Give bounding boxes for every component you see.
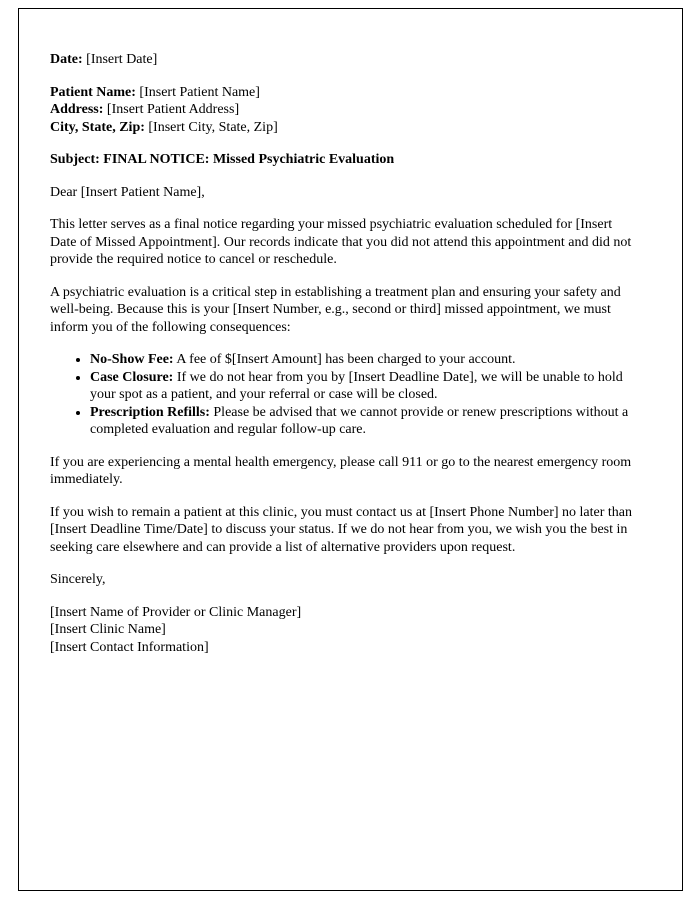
signature-contact: [Insert Contact Information] <box>50 639 209 655</box>
salutation: Dear [Insert Patient Name], <box>50 184 205 200</box>
letter-page <box>18 8 683 891</box>
signature-clinic: [Insert Clinic Name] <box>50 622 166 637</box>
date-line <box>50 51 634 69</box>
bullet-text: A fee of $[Insert Amount] has been charged to your account. <box>176 352 516 367</box>
list-item <box>90 369 634 404</box>
signature-provider: [Insert Name of Provider or Clinic Manager] <box>50 604 302 620</box>
city-state-zip-label: City, State, Zip: <box>50 119 145 135</box>
list-item <box>90 404 634 439</box>
date-value: [Insert Date] <box>86 52 158 67</box>
paragraph-notice: This letter serves as a final notice regarding your missed psychiatric evaluation scheduled for [Insert Date of Missed Appointment]. Our records indicate that you did not attend this appointment and did not provide the required notice to cancel or reschedule. <box>50 217 632 267</box>
bullet-label: Case Closure: <box>90 369 174 385</box>
address-line <box>50 101 634 119</box>
consequences-list <box>50 351 634 439</box>
closing: Sincerely, <box>50 572 106 587</box>
paragraph-emergency: If you are experiencing a mental health emergency, please call 911 or go to the nearest emergency room immediately. <box>50 454 632 487</box>
paragraph-consequences-intro: A psychiatric evaluation is a critical step in establishing a treatment plan and ensuring your safety and well-being. Because this is your [Insert Number, e.g., second or third] missed appointment, we must inform you of the following consequences: <box>50 284 621 335</box>
paragraph-contact: If you wish to remain a patient at this clinic, you must contact us at [Insert Phone Number] no later than [Insert Deadline Time/Date] to discuss your status. If we do not hear from you, we wish you the best in seeking care elsewhere and can provide a list of alternative providers upon request. <box>50 504 633 555</box>
date-label: Date: <box>50 52 83 67</box>
signature-block <box>50 604 634 657</box>
bullet-label: No-Show Fee: <box>90 352 174 367</box>
patient-name-label: Patient Name: <box>50 84 136 100</box>
city-state-zip-line <box>50 119 634 137</box>
patient-name-line <box>50 84 634 102</box>
address-value: [Insert Patient Address] <box>106 102 240 117</box>
list-item <box>90 351 634 369</box>
bullet-text: If we do not hear from you by [Insert Deadline Date], we will be unable to hold your spot as a patient, and your referral or case will be closed. <box>90 369 623 402</box>
address-label: Address: <box>50 102 104 117</box>
bullet-label: Prescription Refills: <box>90 404 210 420</box>
subject-line: Subject: FINAL NOTICE: Missed Psychiatric Evaluation <box>50 152 395 167</box>
bullet-text: Please be advised that we cannot provide or renew prescriptions without a completed evaluation and regular follow-up care. <box>90 404 629 437</box>
city-state-zip-value: [Insert City, State, Zip] <box>148 119 278 135</box>
patient-name-value: [Insert Patient Name] <box>139 84 260 100</box>
